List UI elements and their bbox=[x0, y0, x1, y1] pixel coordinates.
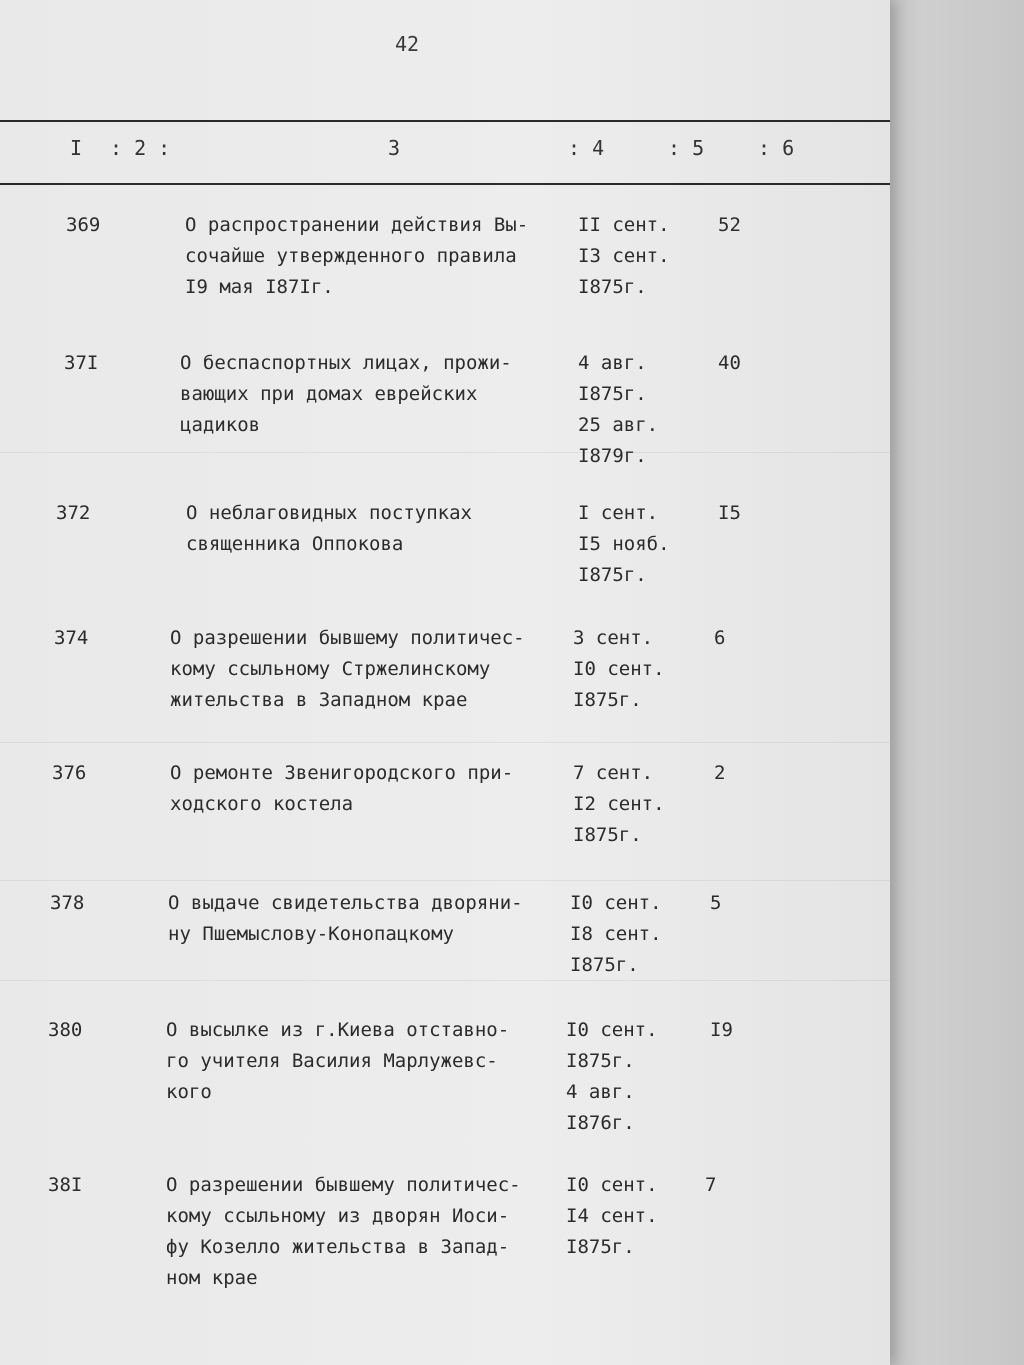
bleed-through-line bbox=[0, 880, 890, 881]
entry-date-line: 4 авг. bbox=[566, 1081, 635, 1103]
entry-date-line: I сент. bbox=[578, 502, 659, 524]
entry-dates bbox=[578, 210, 670, 303]
entry-title-line: кому ссыльному Стржелинскому bbox=[170, 658, 491, 680]
entry-title-line: О беспаспортных лицах, прожи- bbox=[180, 352, 512, 374]
entry-date-line: I875г. bbox=[573, 824, 642, 846]
entry-number: 369 bbox=[66, 214, 101, 236]
header-col-4: : 4 bbox=[568, 136, 605, 160]
entry-dates bbox=[578, 348, 658, 472]
entry-date-line: I875г. bbox=[573, 689, 642, 711]
entry-date-line: I876г. bbox=[566, 1112, 635, 1134]
entry-date-line: I4 сент. bbox=[566, 1205, 658, 1227]
entry-number: 38I bbox=[48, 1174, 83, 1196]
entry-title-line: священника Оппокова bbox=[186, 533, 404, 555]
entry-title bbox=[180, 348, 512, 441]
entry-number: 376 bbox=[52, 762, 87, 784]
entry-title-line: О разрешении бывшему политичес- bbox=[166, 1174, 521, 1196]
entry-title-line: вающих при домах еврейских bbox=[180, 383, 478, 405]
entry-date-line: I0 сент. bbox=[573, 658, 665, 680]
bleed-through-line bbox=[0, 742, 890, 743]
header-top-rule bbox=[0, 120, 890, 122]
entry-date-line: I875г. bbox=[578, 276, 647, 298]
entry-date-line: I0 сент. bbox=[566, 1019, 658, 1041]
entry-dates bbox=[578, 498, 670, 591]
entry-title-line: кому ссыльному из дворян Иоси- bbox=[166, 1205, 510, 1227]
header-col-6: : 6 bbox=[758, 136, 795, 160]
entry-title bbox=[170, 623, 525, 716]
entry-dates bbox=[573, 758, 665, 851]
entry-sheet-count: I5 bbox=[718, 502, 741, 524]
page-number: 42 bbox=[395, 32, 420, 56]
entry-date-line: I8 сент. bbox=[570, 923, 662, 945]
entry-number: 380 bbox=[48, 1019, 83, 1041]
entry-date-line: II сент. bbox=[578, 214, 670, 236]
entry-sheet-count: 2 bbox=[714, 762, 726, 784]
entry-date-line: 3 сент. bbox=[573, 627, 654, 649]
entry-title-line: цадиков bbox=[180, 414, 261, 436]
entry-date-line: I875г. bbox=[566, 1236, 635, 1258]
entry-date-line: I2 сент. bbox=[573, 793, 665, 815]
entry-title-line: фу Козелло жительства в Запад- bbox=[166, 1236, 510, 1258]
entry-date-line: 25 авг. bbox=[578, 414, 659, 436]
entry-date-line: 7 сент. bbox=[573, 762, 654, 784]
bleed-through-line bbox=[0, 980, 890, 981]
entry-dates bbox=[566, 1170, 658, 1263]
entry-sheet-count: 40 bbox=[718, 352, 741, 374]
entry-title-line: го учителя Василия Марлужевс- bbox=[166, 1050, 498, 1072]
entry-dates bbox=[566, 1015, 658, 1139]
entry-date-line: I875г. bbox=[578, 564, 647, 586]
underlying-sheet bbox=[880, 0, 1024, 1365]
entry-title-line: О выдаче свидетельства дворяни- bbox=[168, 892, 523, 914]
entry-title-line: О разрешении бывшему политичес- bbox=[170, 627, 525, 649]
entry-date-line: I875г. bbox=[578, 383, 647, 405]
entry-title-line: О ремонте Звенигородского при- bbox=[170, 762, 514, 784]
entry-title-line: О распространении действия Вы- bbox=[185, 214, 529, 236]
entry-sheet-count: I9 bbox=[710, 1019, 733, 1041]
entry-date-line: I879г. bbox=[578, 445, 647, 467]
header-col-5: : 5 bbox=[668, 136, 705, 160]
entry-title-line: кого bbox=[166, 1081, 212, 1103]
entry-title-line: жительства в Западном крае bbox=[170, 689, 468, 711]
entry-title-line: ном крае bbox=[166, 1267, 258, 1289]
entry-title bbox=[166, 1015, 509, 1108]
entry-number: 372 bbox=[56, 502, 91, 524]
entry-number: 378 bbox=[50, 892, 85, 914]
bleed-through-line bbox=[0, 452, 890, 453]
entry-title bbox=[185, 210, 528, 303]
entry-dates bbox=[570, 888, 662, 981]
entry-title-line: I9 мая I87Iг. bbox=[185, 276, 334, 298]
entry-title-line: ходского костела bbox=[170, 793, 354, 815]
header-col-3: 3 bbox=[388, 136, 401, 160]
entry-date-line: I0 сент. bbox=[570, 892, 662, 914]
header-col-1: I bbox=[70, 136, 83, 160]
entry-sheet-count: 7 bbox=[705, 1174, 717, 1196]
header-col-2: : 2 : bbox=[110, 136, 171, 160]
header-bottom-rule bbox=[0, 183, 890, 185]
entry-title bbox=[168, 888, 523, 950]
entry-title-line: О неблаговидных поступках bbox=[186, 502, 472, 524]
entry-date-line: I3 сент. bbox=[578, 245, 670, 267]
entry-number: 37I bbox=[64, 352, 99, 374]
entry-title bbox=[166, 1170, 521, 1294]
entry-title bbox=[186, 498, 472, 560]
entry-date-line: 4 авг. bbox=[578, 352, 647, 374]
entry-title bbox=[170, 758, 513, 820]
entry-title-line: ну Пшемыслову-Конопацкому bbox=[168, 923, 454, 945]
entry-date-line: I875г. bbox=[570, 954, 639, 976]
entry-sheet-count: 5 bbox=[710, 892, 722, 914]
entry-title-line: О высылке из г.Киева отставно- bbox=[166, 1019, 510, 1041]
entry-date-line: I5 нояб. bbox=[578, 533, 670, 555]
entry-number: 374 bbox=[54, 627, 89, 649]
entry-title-line: сочайше утвержденного правила bbox=[185, 245, 517, 267]
entry-sheet-count: 52 bbox=[718, 214, 741, 236]
entry-sheet-count: 6 bbox=[714, 627, 726, 649]
entry-date-line: I0 сент. bbox=[566, 1174, 658, 1196]
entry-dates bbox=[573, 623, 665, 716]
entry-date-line: I875г. bbox=[566, 1050, 635, 1072]
